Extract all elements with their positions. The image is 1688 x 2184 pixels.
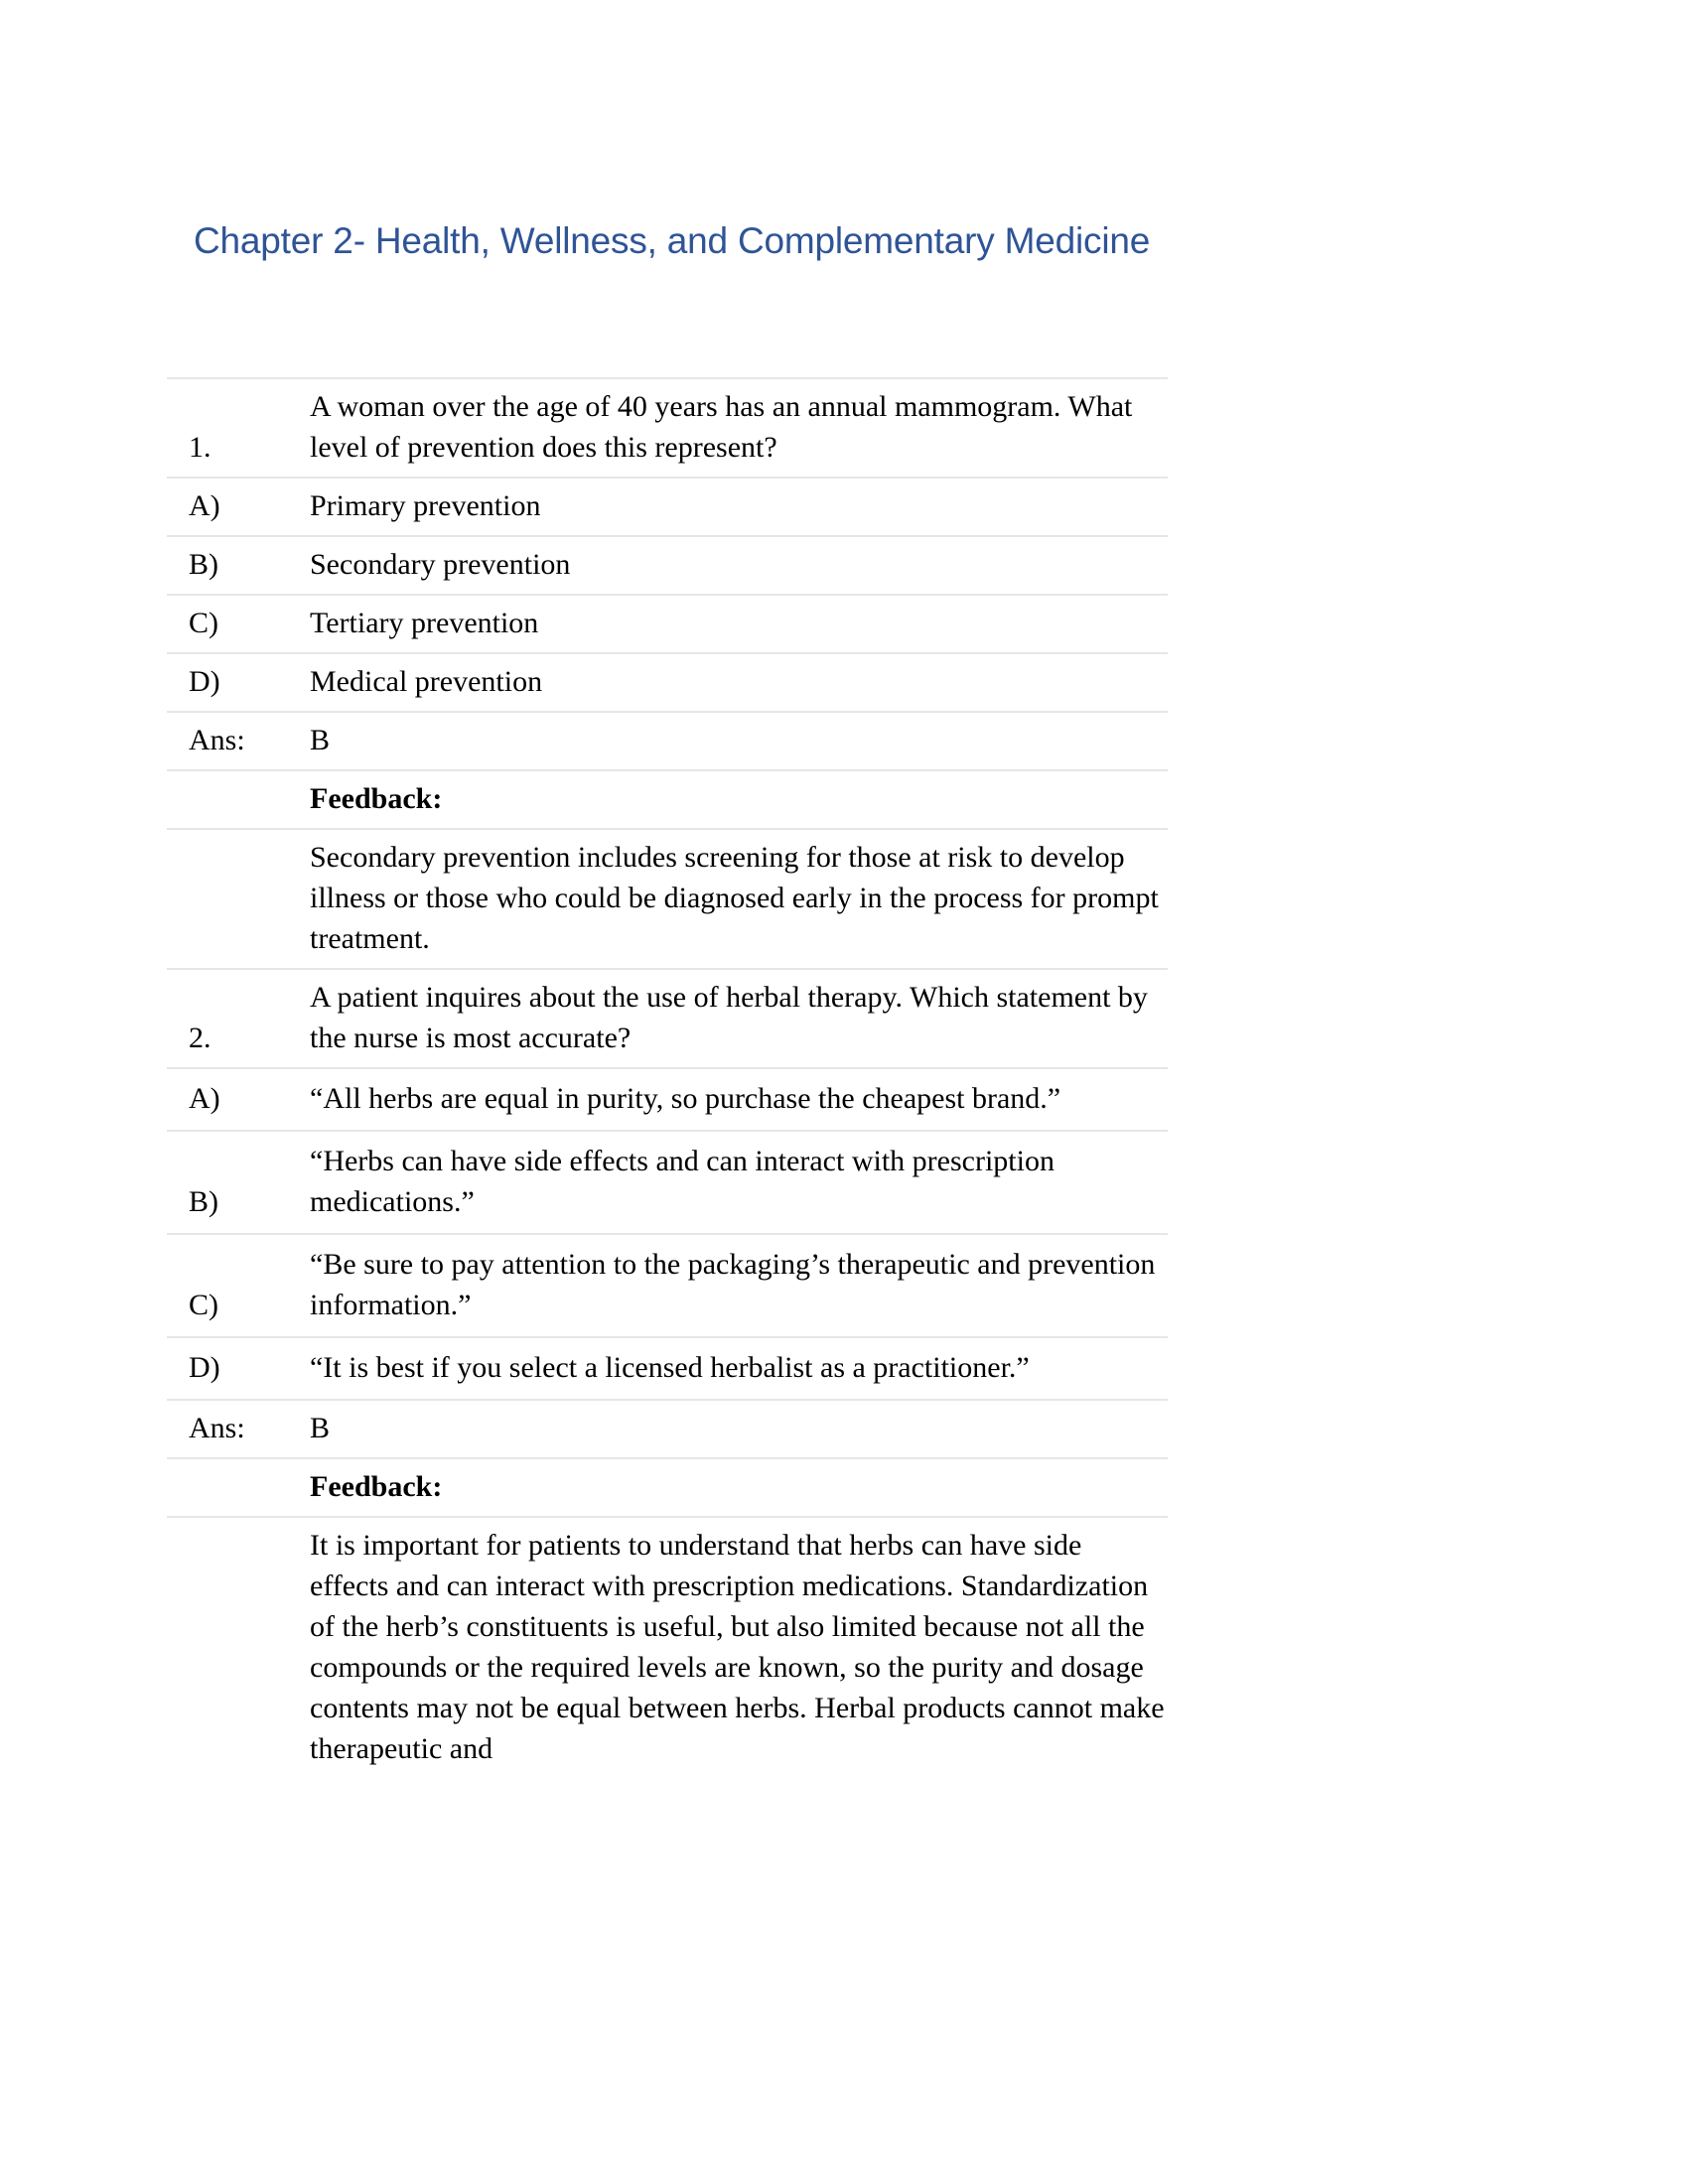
choice-row[interactable]: [167, 653, 1168, 712]
choice-label: B): [189, 548, 218, 581]
choice-text: “It is best if you select a licensed herbalist as a practitioner.”: [310, 1351, 1030, 1384]
answer-row: [167, 1400, 1168, 1458]
choice-label: D): [189, 1351, 220, 1384]
choice-text: “Herbs can have side effects and can interact with prescription medications.”: [310, 1145, 1055, 1218]
feedback-label: Feedback:: [310, 1470, 443, 1503]
feedback-spacer: [167, 1517, 310, 1778]
choice-label: D): [189, 665, 220, 698]
choice-text: “Be sure to pay attention to the packaging’s therapeutic and prevention information.”: [310, 1248, 1156, 1321]
feedback-label-row: [167, 1458, 1168, 1517]
feedback-spacer: [167, 770, 310, 829]
question-row: [167, 378, 1168, 478]
question-number: 2.: [189, 1022, 211, 1054]
feedback-text: It is important for patients to understand that herbs can have side effects and can interact with prescription medications. Standardization of the herb’s constituents is useful, but also limited because not all the compounds or the required levels are known, so the purity and dosage contents may not be equal between herbs. Herbal products cannot make therapeutic and: [310, 1529, 1165, 1765]
question-stem: A patient inquires about the use of herbal therapy. Which statement by the nurse is most accurate?: [310, 981, 1148, 1054]
answer-label: Ans:: [189, 1412, 245, 1444]
choice-row[interactable]: [167, 1131, 1168, 1234]
question-stem: A woman over the age of 40 years has an annual mammogram. What level of prevention does this represent?: [310, 390, 1133, 464]
choice-row[interactable]: [167, 1068, 1168, 1131]
choice-row[interactable]: [167, 1337, 1168, 1400]
choice-label: B): [189, 1185, 218, 1218]
question-row: [167, 969, 1168, 1068]
feedback-text: Secondary prevention includes screening for those at risk to develop illness or those who could be diagnosed early in the process for prompt treatment.: [310, 841, 1159, 955]
choice-text: Tertiary prevention: [310, 607, 539, 639]
feedback-row: [167, 1517, 1168, 1778]
answer-label: Ans:: [189, 724, 245, 756]
question-number: 1.: [189, 431, 211, 464]
answer-value: B: [310, 724, 331, 756]
choice-label: C): [189, 1289, 218, 1321]
choice-row[interactable]: [167, 478, 1168, 536]
feedback-row: [167, 829, 1168, 969]
feedback-spacer: [167, 1458, 310, 1517]
choice-text: Medical prevention: [310, 665, 543, 698]
page-title: Chapter 2- Health, Wellness, and Complementary Medicine: [194, 220, 1151, 261]
answer-value: B: [310, 1412, 331, 1444]
choice-label: C): [189, 607, 218, 639]
choice-row[interactable]: [167, 1234, 1168, 1337]
feedback-label-row: [167, 770, 1168, 829]
feedback-label: Feedback:: [310, 782, 443, 815]
choice-label: A): [189, 489, 220, 522]
choice-label: A): [189, 1082, 220, 1115]
choice-text: Primary prevention: [310, 489, 541, 522]
quiz-table: [167, 377, 1168, 1778]
choice-row[interactable]: [167, 536, 1168, 595]
answer-row: [167, 712, 1168, 770]
choice-row[interactable]: [167, 595, 1168, 653]
feedback-spacer: [167, 829, 310, 969]
choice-text: “All herbs are equal in purity, so purchase the cheapest brand.”: [310, 1082, 1061, 1115]
choice-text: Secondary prevention: [310, 548, 571, 581]
